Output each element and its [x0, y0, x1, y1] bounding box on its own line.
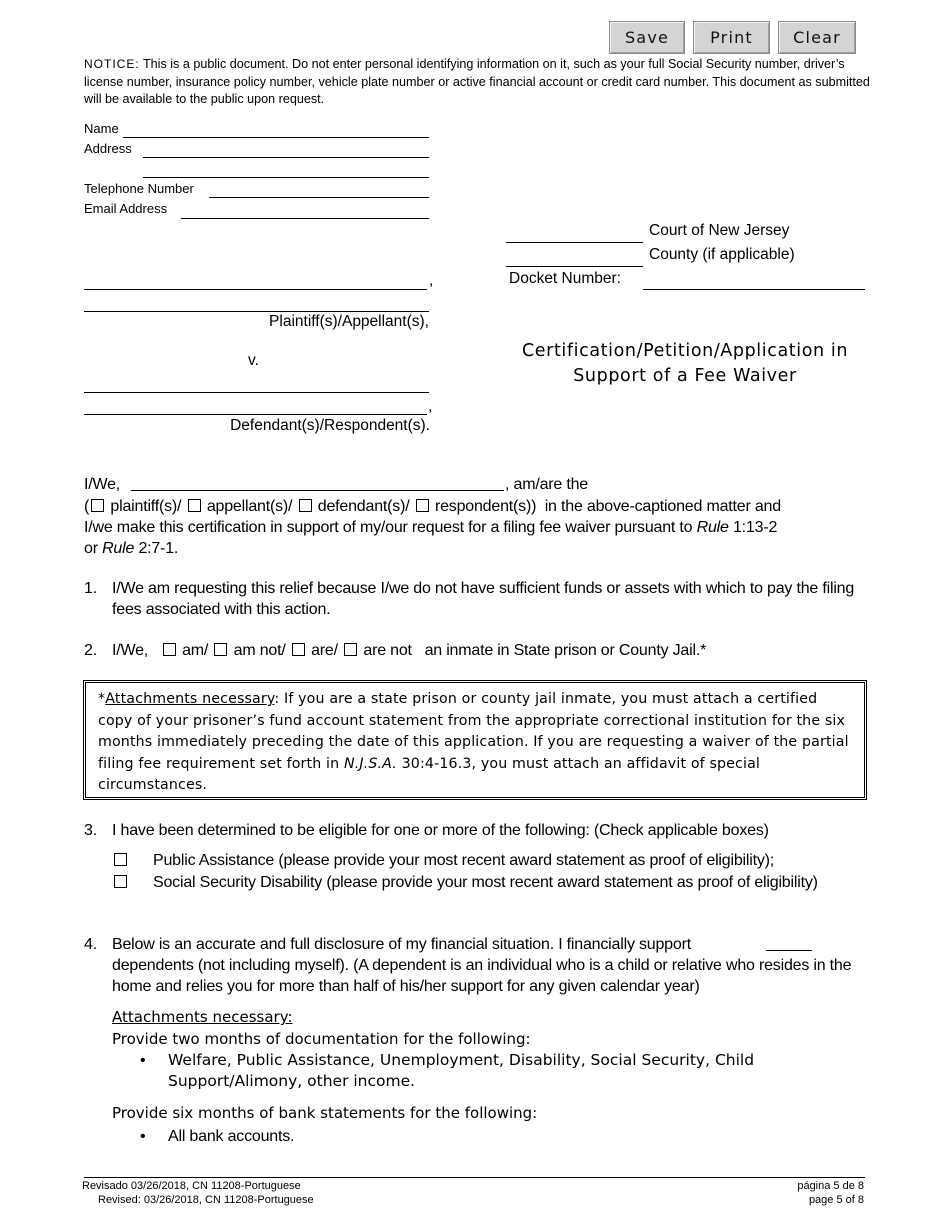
print-button[interactable]: Print: [693, 21, 770, 54]
intro-tail: in the above-captioned matter and: [544, 498, 781, 515]
two-months-text: Provide two months of documentation for the following:: [112, 1030, 531, 1048]
are-option-label: are/: [311, 642, 338, 659]
intro-line-3: [84, 517, 777, 538]
public-assistance-label: Public Assistance (please provide your most recent award statement as proof of eligibility);: [153, 852, 775, 869]
item1-text: I/We am requesting this relief because I/we do not have sufficient funds or assets with which to pay the filing fees associated with this action.: [112, 580, 855, 618]
name-label: Name: [84, 121, 119, 136]
attachment-text-a: : If you are a state prison or county jail inmate, you must attach a certified copy of your prisoner’s fund account statement from the appropriate correctional institution for the six months immediately preceding the date of this application. If you are requesting a waiver of the partial filing fee requirement set forth in: [98, 691, 849, 772]
footer-page-pt: página 5 de 8: [797, 1180, 864, 1192]
bullet-2-marker: •: [140, 1128, 146, 1145]
footer-divider: [84, 1177, 865, 1178]
ssd-label: Social Security Disability (please provide your most recent award statement as proof of eligibility): [153, 874, 818, 891]
caption-comma: ,: [429, 272, 434, 289]
plaintiff-checkbox[interactable]: [91, 499, 104, 512]
item1-number: 1.: [84, 580, 97, 597]
defendant-field-line1[interactable]: [84, 392, 429, 393]
are-not-checkbox[interactable]: [344, 643, 357, 656]
plaintiff-field-line1[interactable]: [84, 289, 427, 290]
am-option-label: am/: [182, 642, 209, 659]
rule-italic-2: Rule: [102, 540, 135, 557]
telephone-field[interactable]: [209, 197, 429, 198]
dependents-count-field[interactable]: [766, 950, 812, 951]
court-name-field[interactable]: [506, 242, 643, 243]
intro-line3-text: I/we make this certification in support of my/our request for a filing fee waiver pursuant to: [84, 519, 693, 536]
bullet-2-text: All bank accounts.: [168, 1128, 295, 1145]
item4-text-a: Below is an accurate and full disclosure of my financial situation. I financially support: [112, 936, 691, 953]
address-field-line2[interactable]: [143, 177, 429, 178]
names-field[interactable]: [131, 490, 504, 491]
are-not-option-label: are not: [363, 642, 412, 659]
plaintiff-option-label: plaintiff(s)/: [110, 498, 182, 515]
save-button[interactable]: Save: [609, 21, 685, 54]
docket-label: Docket Number:: [509, 270, 621, 287]
defendant-field-line2[interactable]: [84, 414, 427, 415]
defendant-checkbox[interactable]: [299, 499, 312, 512]
item2-number: 2.: [84, 642, 97, 659]
appellant-checkbox[interactable]: [188, 499, 201, 512]
am-not-option-label: am not/: [233, 642, 286, 659]
party-role-line: [84, 496, 781, 517]
bullet-1-marker: •: [140, 1052, 146, 1069]
respondent-checkbox[interactable]: [416, 499, 429, 512]
intro-amare: , am/are the: [505, 476, 588, 493]
public-assistance-checkbox[interactable]: [114, 853, 127, 866]
plaintiff-label: Plaintiff(s)/Appellant(s),: [269, 313, 429, 330]
item3-text: I have been determined to be eligible for one or more of the following: (Check applicable boxes): [112, 822, 769, 839]
am-checkbox[interactable]: [163, 643, 176, 656]
item2-lead: I/We,: [112, 642, 149, 659]
attachment-text-b: 30:4-16.3, you must attach an affidavit of special circumstances.: [98, 755, 761, 793]
item4-number: 4.: [84, 936, 97, 953]
footer-revision-pt: Revisado 03/26/2018, CN 11208-Portuguese: [82, 1180, 301, 1192]
name-field[interactable]: [123, 137, 429, 138]
item4-text-b: dependents (not including myself). (A dependent is an individual who is a child or relative who resides in the home and relies you for more than half of his/her support for any given calendar year): [112, 957, 852, 995]
rule-number-1: 1:13-2: [732, 519, 778, 536]
ssd-checkbox[interactable]: [114, 875, 127, 888]
am-not-checkbox[interactable]: [214, 643, 227, 656]
document-title: [505, 339, 865, 389]
county-label: County (if applicable): [649, 246, 795, 263]
notice-keyword: NOTICE:: [84, 57, 140, 71]
item3-number: 3.: [84, 822, 97, 839]
inmate-attachments-text: [98, 689, 852, 797]
public-notice: [84, 56, 874, 109]
title-line-2: Support of a Fee Waiver: [573, 366, 797, 386]
email-label: Email Address: [84, 201, 168, 216]
footer-revision-en: Revised: 03/26/2018, CN 11208-Portuguese: [98, 1194, 314, 1206]
financial-attachments-heading: Attachments necessary:: [112, 1008, 293, 1026]
bullet-1-text: Welfare, Public Assistance, Unemployment, Disability, Social Security, Child Support/Alimony, other income.: [168, 1051, 755, 1090]
open-paren: (: [84, 498, 90, 515]
defendant-option-label: defendant(s)/: [317, 498, 410, 515]
notice-text: This is a public document. Do not enter personal identifying information on it, such as your full Social Security number, driver’s license number, insurance policy number, vehicle plate number or active financial account or credit card number. This document as submitted will be available to the public upon request.: [84, 57, 870, 106]
item2-line: [112, 640, 706, 661]
are-checkbox[interactable]: [292, 643, 305, 656]
address-label: Address: [84, 141, 132, 156]
item2-tail: an inmate in State prison or County Jail.*: [424, 642, 707, 659]
caption-comma-2: ,: [428, 398, 433, 415]
respondent-option-label: respondent(s)): [434, 498, 537, 515]
email-field[interactable]: [181, 218, 429, 219]
county-field[interactable]: [506, 266, 643, 267]
address-field-line1[interactable]: [143, 157, 429, 158]
footer-page-en: page 5 of 8: [808, 1194, 864, 1206]
rule-italic-1: Rule: [696, 519, 729, 536]
telephone-label: Telephone Number: [84, 181, 194, 196]
court-label: Court of New Jersey: [649, 222, 790, 239]
title-line-1: Certification/Petition/Application in: [521, 341, 849, 361]
appellant-option-label: appellant(s)/: [206, 498, 293, 515]
versus-label: v.: [248, 352, 259, 369]
attachment-heading: Attachments necessary: [105, 691, 275, 707]
inmate-attachments-box: [83, 680, 867, 800]
rule-number-2: 2:7-1.: [138, 540, 179, 557]
clear-button[interactable]: Clear: [778, 21, 856, 54]
intro-iwe: I/We,: [84, 476, 121, 493]
intro-or: or: [84, 540, 98, 557]
plaintiff-field-line2[interactable]: [84, 311, 429, 312]
defendant-label: Defendant(s)/Respondent(s).: [230, 417, 430, 434]
six-months-text: Provide six months of bank statements for the following:: [112, 1104, 538, 1122]
docket-number-field[interactable]: [643, 289, 865, 290]
attachment-star: *: [98, 691, 106, 707]
njsa-italic: N.J.S.A.: [343, 755, 397, 772]
intro-line-4: [84, 538, 178, 559]
